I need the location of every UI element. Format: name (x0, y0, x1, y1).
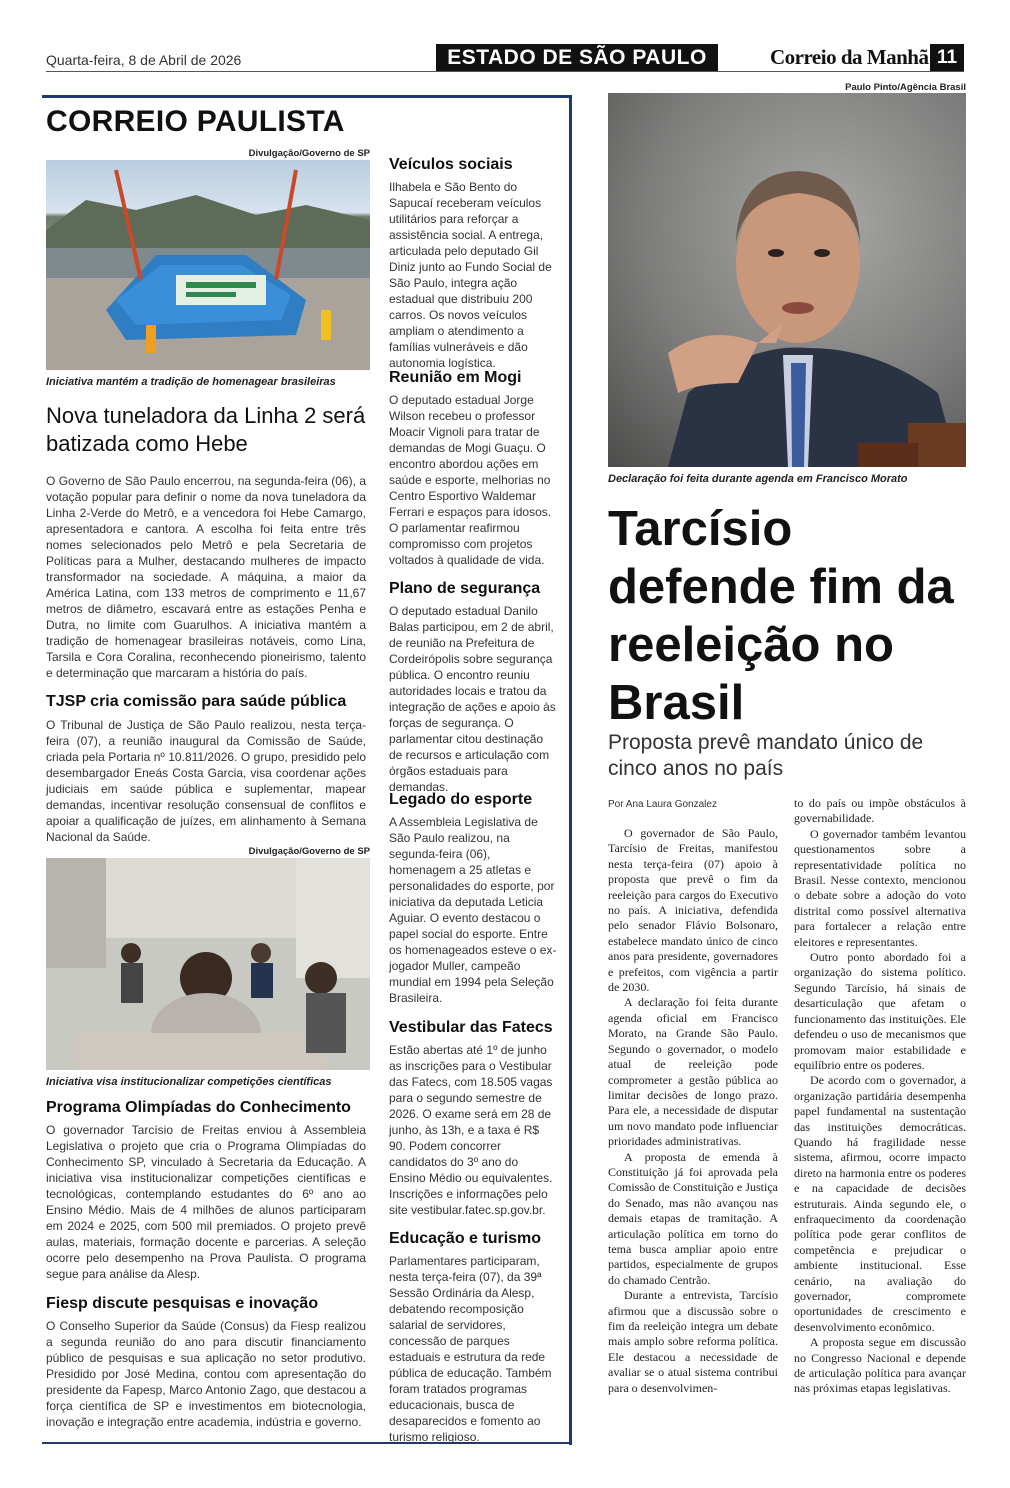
tunnel-boring-machine-photo (46, 160, 370, 370)
note-title: Vestibular das Fatecs (389, 1019, 553, 1036)
fiesp-title: Fiesp discute pesquisas e inovação (46, 1295, 319, 1312)
page-number: 11 (930, 44, 964, 71)
note-title: Reunião em Mogi (389, 369, 522, 386)
note-title: Veículos sociais (389, 156, 513, 173)
paragraph: A declaração foi feita durante agenda oficial em Francisco Morato, na Grande São Paulo. Segundo o governador, o modelo atual de reeleição pode comprometer a gestão pública ao limitar decisões de longo prazo. Para ele, a necessidade de disputar um novo mandato pode influenciar prioridades administrativas. (608, 995, 778, 1149)
note-body: Ilhabela e São Bento do Sapucaí receberam veículos utilitários para reforçar a assistência social. A entrega, articulada pelo deputado Gil Diniz junto ao Fundo Social de São Paulo, integra ação estadual que distribuiu 200 carros. Os novos veículos ampliam o atendimento a famílias vulneráveis e dão autonomia logística. (389, 180, 552, 370)
main-body-col1 (608, 826, 778, 1396)
paragraph: A proposta segue em discussão no Congresso Nacional e depende de articulação política para avançar nas próximas etapas legislativas. (794, 1335, 966, 1396)
fiesp-body: O Conselho Superior da Saúde (Consus) da Fiesp realizou a segunda reunião do ano para discutir financiamento público de pesquisas e sua aplicação no setor produtivo. Presidido por José Medina, contou com apresentação do presidente da Fapesp, Marco Antonio Zago, que destacou a força científica de SP e investimentos em biotecnologia, inovação e integração entre academia, indústria e governo. (46, 1319, 366, 1429)
governor-portrait-photo (608, 93, 966, 467)
note-title: Educação e turismo (389, 1230, 542, 1247)
paragraph-continued: to do país ou impõe obstáculos à governabilidade. (794, 796, 966, 826)
students-exam-photo (46, 858, 370, 1070)
paragraph: O governador também levantou questionamentos sobre a representatividade política no Brasil. Nesse contexto, mencionou o debate sobre a adoção do voto distrital como possível alternativa para fortalecer a relação entre eleitores e representantes. (794, 826, 966, 949)
paragraph: Outro ponto abordado foi a organização do sistema político. Segundo Tarcísio, há sinais de desarticulação que afetam o funcionamento das instituições. Ele defendeu o uso de mecanismos que promovam maior estabilidade e equilíbrio entre os poderes. (794, 950, 966, 1072)
photo2-credit: Divulgação/Governo de SP (248, 846, 370, 857)
note-title: Legado do esporte (389, 791, 533, 808)
section-banner: ESTADO DE SÃO PAULO (436, 44, 718, 71)
paragraph: O governador de São Paulo, Tarcísio de Freitas, manifestou nesta terça-feira (07) apoio à proposta que prevê o fim da reeleição para cargos do Executivo no país. A iniciativa, defendida pelo senador Flávio Bolsonaro, estabelece mandato único de cinco anos para presidente, governadores e prefeitos, com vigência a partir de 2030. (608, 826, 778, 995)
column-title: CORREIO PAULISTA (46, 105, 345, 138)
lead-body: O Governo de São Paulo encerrou, na segunda-feira (06), a votação popular para definir o nome da nova tuneladora da Linha 2-Verde do Metrô, e a vencedora foi Hebe Camargo, apresentadora e cantora. A escolha foi feita entre três nomes selecionados pelo Metrô e pela Secretaria de Políticas para a Mulher, destacando mulheres de impacto transformador na sociedade. A máquina, a maior da América Latina, com 133 metros de comprimento e 11,67 metros de diâmetro, escavará entre as estações Penha e Dutra, no limite com Guarulhos. A iniciativa mantém a tradição de homenagear brasileiras notáveis, como Lina, Tarsila e Cora Coralina, reconhecendo pioneirismo, talento e determinação que marcaram a história do país. (46, 474, 366, 680)
photo2-caption: Iniciativa visa institucionalizar competições científicas (46, 1076, 332, 1088)
issue-date: Quarta-feira, 8 de Abril de 2026 (46, 52, 242, 68)
main-photo-caption: Declaração foi feita durante agenda em Francisco Morato (608, 473, 908, 485)
olimpiadas-body: O governador Tarcísio de Freitas enviou à Assembleia Legislativa o projeto que cria o Programa Olimpíadas do Conhecimento SP, vinculado à Secretaria da Educação. A iniciativa visa institucionalizar competições científicas e tecnológicas, contemplando estudantes do 6º ano ao Ensino Médio. Mais de 4 milhões de alunos participaram em 2024 e 2025, com 500 mil premiados. O projeto prevê aulas, materiais, formação docente e parcerias. A seleção ocorre pelo desempenho na Prova Paulista. O programa segue para análise da Alesp. (46, 1123, 366, 1281)
note-body: A Assembleia Legislativa de São Paulo realizou, na segunda-feira (06), homenagem a 25 atletas e personalidades do esporte, por iniciativa da deputada Leticia Aguiar. O evento destacou o papel social do esporte. Entre os homenageados esteve o ex-jogador Muller, campeão mundial em 1994 pela Seleção Brasileira. (389, 815, 557, 1005)
paragraph: A proposta de emenda à Constituição já foi aprovada pela Comissão de Constituição e Justiça do Senado, mas não avançou nas demais etapas de tramitação. A articulação política em torno do tema busca ampliar apoio entre partidos, especialmente de grupos do chamado Centrão. (608, 1149, 778, 1287)
note-body: Estão abertas até 1º de junho as inscrições para o Vestibular das Fatecs, com 18.505 vagas para o segundo semestre de 2026. O exame será em 28 de junho, às 13h, e a taxa é R$ 90. Podem concorrer candidatos do 3º ano do Ensino Médio ou equivalentes. Inscrições e informações pelo site vestibular.fatec.sp.gov.br. (389, 1043, 553, 1217)
note-body: O deputado estadual Jorge Wilson recebeu o professor Moacir Vignoli para tratar de demandas de Mogi Guaçu. O encontro abordou ações em saúde e esporte, melhorias no Centro Esportivo Waldemar Ferrari e espaços para idosos. O parlamentar reafirmou compromisso com projetos voltados à qualidade de vida. (389, 393, 552, 567)
paragraph: Durante a entrevista, Tarcísio afirmou que a discussão sobre o fim da reeleição integra um debate mais amplo sobre reforma política. Ele destacou a necessidade de avaliar se o atual sistema contribui para o desenvolvimen- (608, 1288, 778, 1395)
header-rule (46, 71, 964, 72)
lead-headline: Nova tuneladora da Linha 2 será batizada como Hebe (46, 403, 366, 456)
note-body: Parlamentares participaram, nesta terça-feira (07), da 39ª Sessão Ordinária da Alesp, debatendo recomposição salarial de servidores, concessão de parques estaduais e estrutura da rede pública de educação. Também foram tratados programas educacionais, busca de desaparecidos e fomento ao turismo religioso. (389, 1254, 552, 1444)
byline: Por Ana Laura Gonzalez (608, 799, 717, 810)
tjsp-body: O Tribunal de Justiça de São Paulo realizou, nesta terça-feira (07), a reunião inaugural da Comissão de Saúde, criada pela Portaria nº 10.811/2026. O grupo, presidido pelo desembargador Eneás Costa Garcia, visa coordenar ações judiciais em saúde pública e suplementar, mapear demandas, incentivar resolução consensual de conflitos e apoiar a qualificação de juízes, em alinhamento à Semana Nacional da Saúde. (46, 718, 366, 844)
tjsp-title: TJSP cria comissão para saúde pública (46, 693, 347, 710)
main-headline: Tarcísio defende fim da reeleição no Brasil (608, 502, 954, 730)
paragraph: De acordo com o governador, a organização partidária desempenha papel fundamental na sustentação das instituições democráticas. Quando há fragilidade nesse sistema, afirmou, ocorre impacto direto na harmonia entre os poderes e na capacidade de decisões estruturais. Ainda segundo ele, o enfraquecimento da coordenação política pode gerar conflitos de competência e prejudicar o ambiente institucional. Esse cenário, na avaliação do governador, compromete oportunidades de crescimento e desenvolvimento econômico. (794, 1073, 966, 1334)
note-body: O deputado estadual Danilo Balas participou, em 2 de abril, de reunião na Prefeitura de Cordeirópolis sobre segurança pública. O encontro reuniu autoridades locais e tratou da integração de ações e apoio às forças de segurança. O parlamentar citou destinação de recursos e articulação com órgãos estaduais para demandas. (389, 604, 556, 794)
photo1-credit: Divulgação/Governo de SP (248, 148, 370, 159)
photo1-caption: Iniciativa mantém a tradição de homenagear brasileiras (46, 376, 336, 388)
box-right-rule (569, 95, 572, 1445)
main-photo-credit: Paulo Pinto/Agência Brasil (845, 82, 966, 93)
main-deck: Proposta prevê mandato único de cinco anos no país (608, 731, 924, 780)
note-title: Plano de segurança (389, 580, 541, 597)
olimpiadas-title: Programa Olimpíadas do Conhecimento (46, 1099, 351, 1116)
newspaper-logo: Correio da Manhã (770, 45, 929, 69)
main-body-col2 (794, 796, 966, 1397)
box-top-rule (42, 95, 572, 98)
